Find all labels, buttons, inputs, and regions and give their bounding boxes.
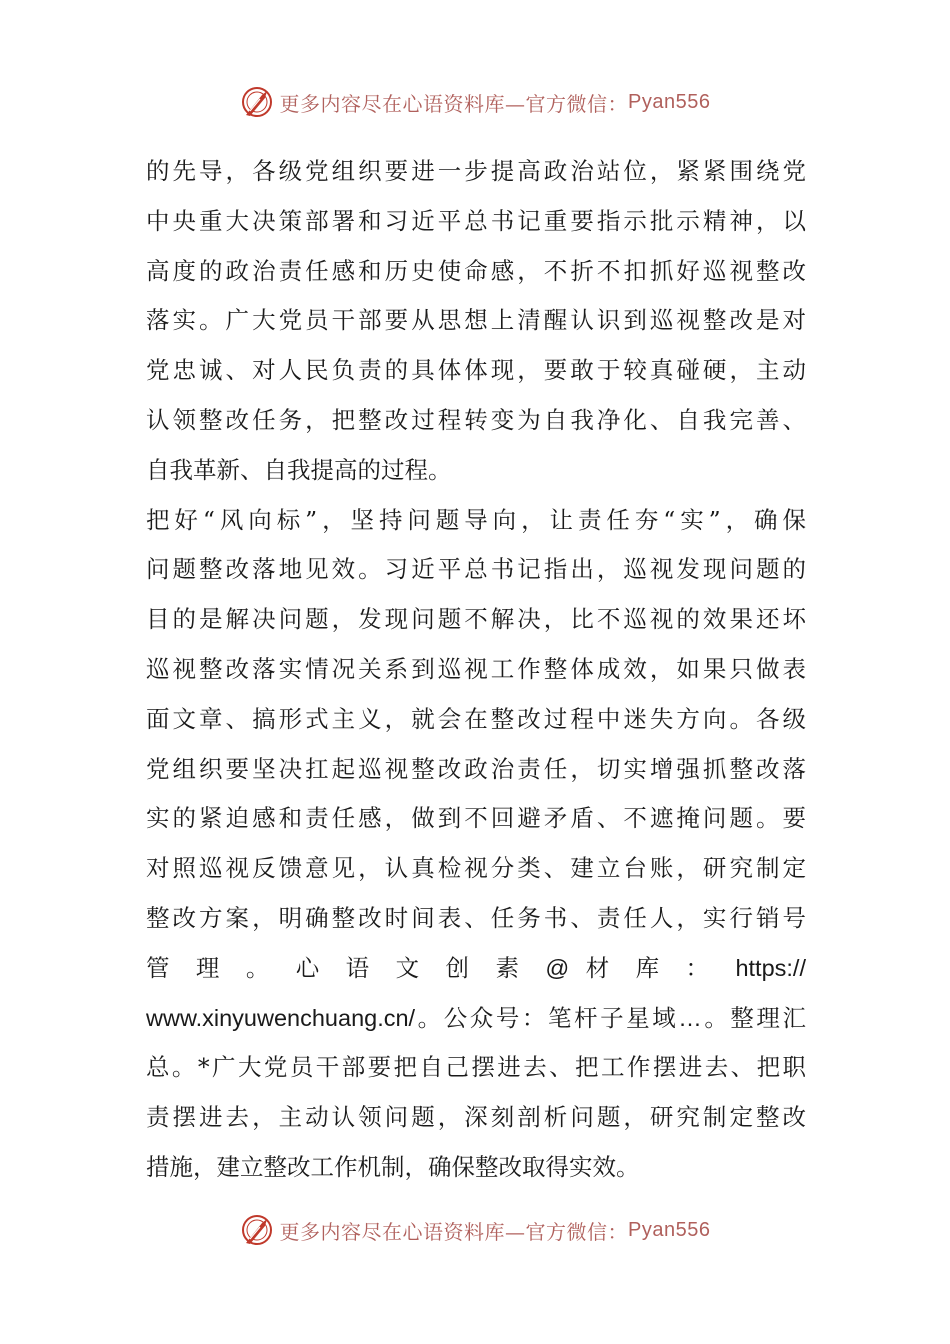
text-line: 把好“风向标”，坚持问题导向，让责任夯“实”，确保 <box>146 505 806 534</box>
text-line: 管 理 。 心 语 文 创 素 @ 材 库 ： https:// <box>146 954 806 981</box>
header-banner <box>0 82 950 122</box>
text-line: 目的是解决问题，发现问题不解决，比不巡视的效果还坏 <box>146 605 806 634</box>
text-line: 党组织要坚决扛起巡视整改政治责任，切实增强抓整改落 <box>146 754 806 783</box>
pen-nib-logo-icon <box>240 1213 274 1247</box>
text-line: 总。*广大党员干部要把自己摆进去、把工作摆进去、把职 <box>146 1053 806 1082</box>
text-line: 党忠诚、对人民负责的具体体现，要敢于较真碰硬，主动 <box>146 356 806 385</box>
footer-banner <box>0 1210 950 1250</box>
text-line: 对照巡视反馈意见，认真检视分类、建立台账，研究制定 <box>146 854 806 883</box>
text-line: 整改方案，明确整改时间表、任务书、责任人，实行销号 <box>146 903 806 932</box>
text-line: 问题整改落地见效。习近平总书记指出，巡视发现问题的 <box>146 555 806 584</box>
text-line: 巡视整改落实情况关系到巡视工作整体成效，如果只做表 <box>146 654 806 683</box>
header-banner-text: 更多内容尽在心语资料库—官方微信： <box>279 91 629 116</box>
text-line: 自我革新、自我提高的过程。 <box>146 455 452 484</box>
text-line: 的先导，各级党组织要进一步提高政治站位，紧紧围绕党 <box>146 157 806 185</box>
text-line: www.xinyuwenchuang.cn/。公众号：笔杆子星域…。整理汇 <box>146 1004 806 1031</box>
text-line: 高度的政治责任感和历史使命感，不折不扣抓好巡视整改 <box>146 256 806 285</box>
text-line: 责摆进去，主动认领问题，深刻剖析问题，研究制定整改 <box>146 1103 806 1132</box>
text-line: 面文章、搞形式主义，就会在整改过程中迷失方向。各级 <box>146 704 806 733</box>
text-line: 实的紧迫感和责任感，做到不回避矛盾、不遮掩问题。要 <box>146 804 806 833</box>
header-wechat-handle: Pyan556 <box>628 90 711 113</box>
footer-wechat-handle: Pyan556 <box>628 1218 711 1241</box>
text-line: 中央重大决策部署和习近平总书记重要指示批示精神，以 <box>146 206 806 235</box>
document-body <box>146 147 806 1193</box>
text-line: 落实。广大党员干部要从思想上清醒认识到巡视整改是对 <box>146 306 806 335</box>
text-line: 认领整改任务，把整改过程转变为自我净化、自我完善、 <box>146 405 806 434</box>
footer-banner-text: 更多内容尽在心语资料库—官方微信： <box>279 1219 629 1244</box>
text-line: 措施，建立整改工作机制，确保整改取得实效。 <box>146 1152 640 1181</box>
pen-nib-logo-icon <box>240 85 274 119</box>
